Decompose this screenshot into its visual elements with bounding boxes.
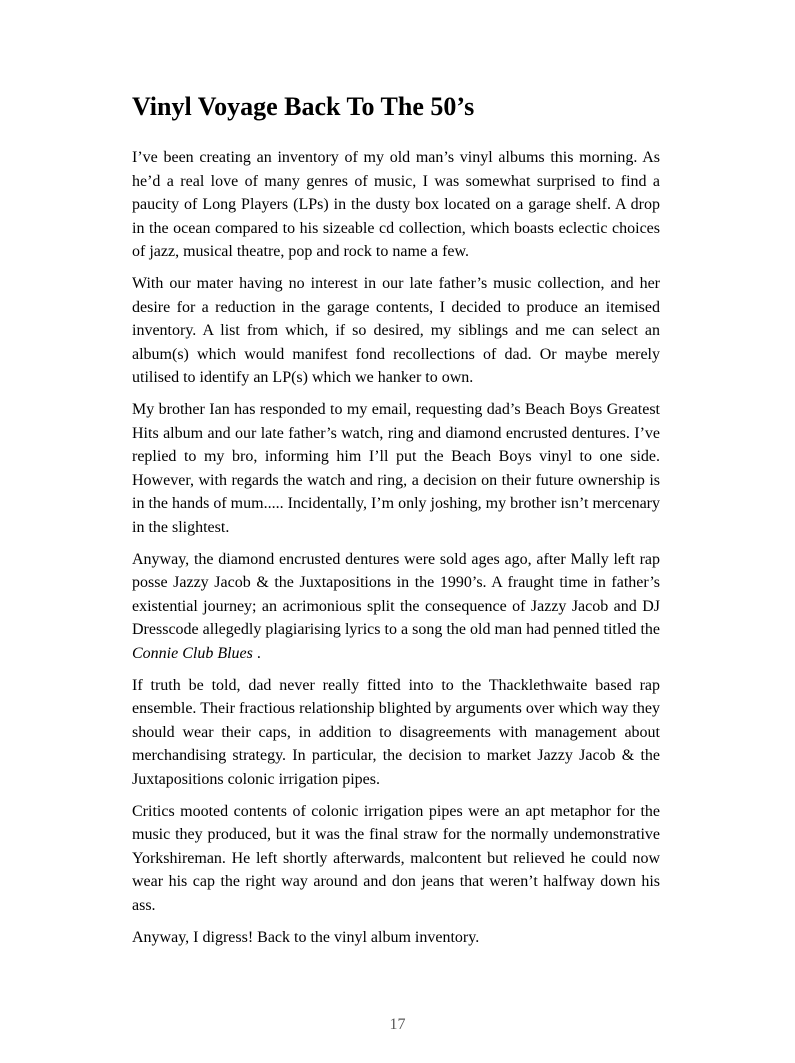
- paragraph-1: I’ve been creating an inventory of my old man’s vinyl albums this morning. As he’d a real love of many genres of music, I was somewhat surprised to find a paucity of Long Players (LPs) in the dusty box located on a garage shelf. A drop in the ocean compared to his sizeable cd collection, which boasts eclectic choices of jazz, musical theatre, pop and rock to name a few.: [132, 149, 660, 260]
- page-footer: [0, 1015, 795, 1035]
- paragraph-6: Critics mooted contents of colonic irrigation pipes were an apt metaphor for the music they produced, but it was the final straw for the normally undemonstrative Yorkshireman. He left shortly afterwards, malcontent but relieved he could now wear his cap the right way around and don jeans that weren’t halfway down his ass.: [132, 802, 660, 914]
- song-title-italic: Connie Club Blues: [132, 644, 253, 662]
- paragraph-5: If truth be told, dad never really fitted into to the Thacklethwaite based rap ensemble. Their fractious relationship blighted by arguments over which way they should wear their caps, in addition to disagreements with management about merchandising strategy. In particular, the decision to market Jazzy Jacob & the Juxtapositions colonic irrigation pipes.: [132, 676, 660, 788]
- page-title: Vinyl Voyage Back To The 50’s: [132, 92, 475, 121]
- page-number: 17: [389, 1016, 406, 1033]
- paragraph-4-text: Anyway, the diamond encrusted dentures were sold ages ago, after Mally left rap posse Jazzy Jacob & the Juxtapositions in the 1990’s. A fraught time in father’s existential journey; an acrimonious split the consequence of Jazzy Jacob and DJ Dresscode allegedly plagiarising lyrics to a song the old man had penned titled the: [132, 550, 660, 638]
- document-content: [132, 92, 660, 958]
- paragraph-4-tail: .: [252, 644, 261, 662]
- paragraph-2: With our mater having no interest in our late father’s music collection, and her desire for a reduction in the garage contents, I decided to produce an itemised inventory. A list from which, if so desired, my siblings and me can select an album(s) which would manifest fond recollections of dad. Or maybe merely utilised to identify an LP(s) which we hanker to own.: [132, 275, 660, 386]
- paragraph-4: [132, 548, 660, 666]
- paragraph-7: Anyway, I digress! Back to the vinyl album inventory.: [132, 928, 480, 946]
- paragraph-3: My brother Ian has responded to my email, requesting dad’s Beach Boys Greatest Hits album and our late father’s watch, ring and diamond encrusted dentures. I’ve replied to my bro, informing him I’ll put the Beach Boys vinyl to one side. However, with regards the watch and ring, a decision on their future ownership is in the hands of mum..... Incidentally, I’m only joshing, my brother isn’t mercenary in the slightest.: [132, 401, 660, 536]
